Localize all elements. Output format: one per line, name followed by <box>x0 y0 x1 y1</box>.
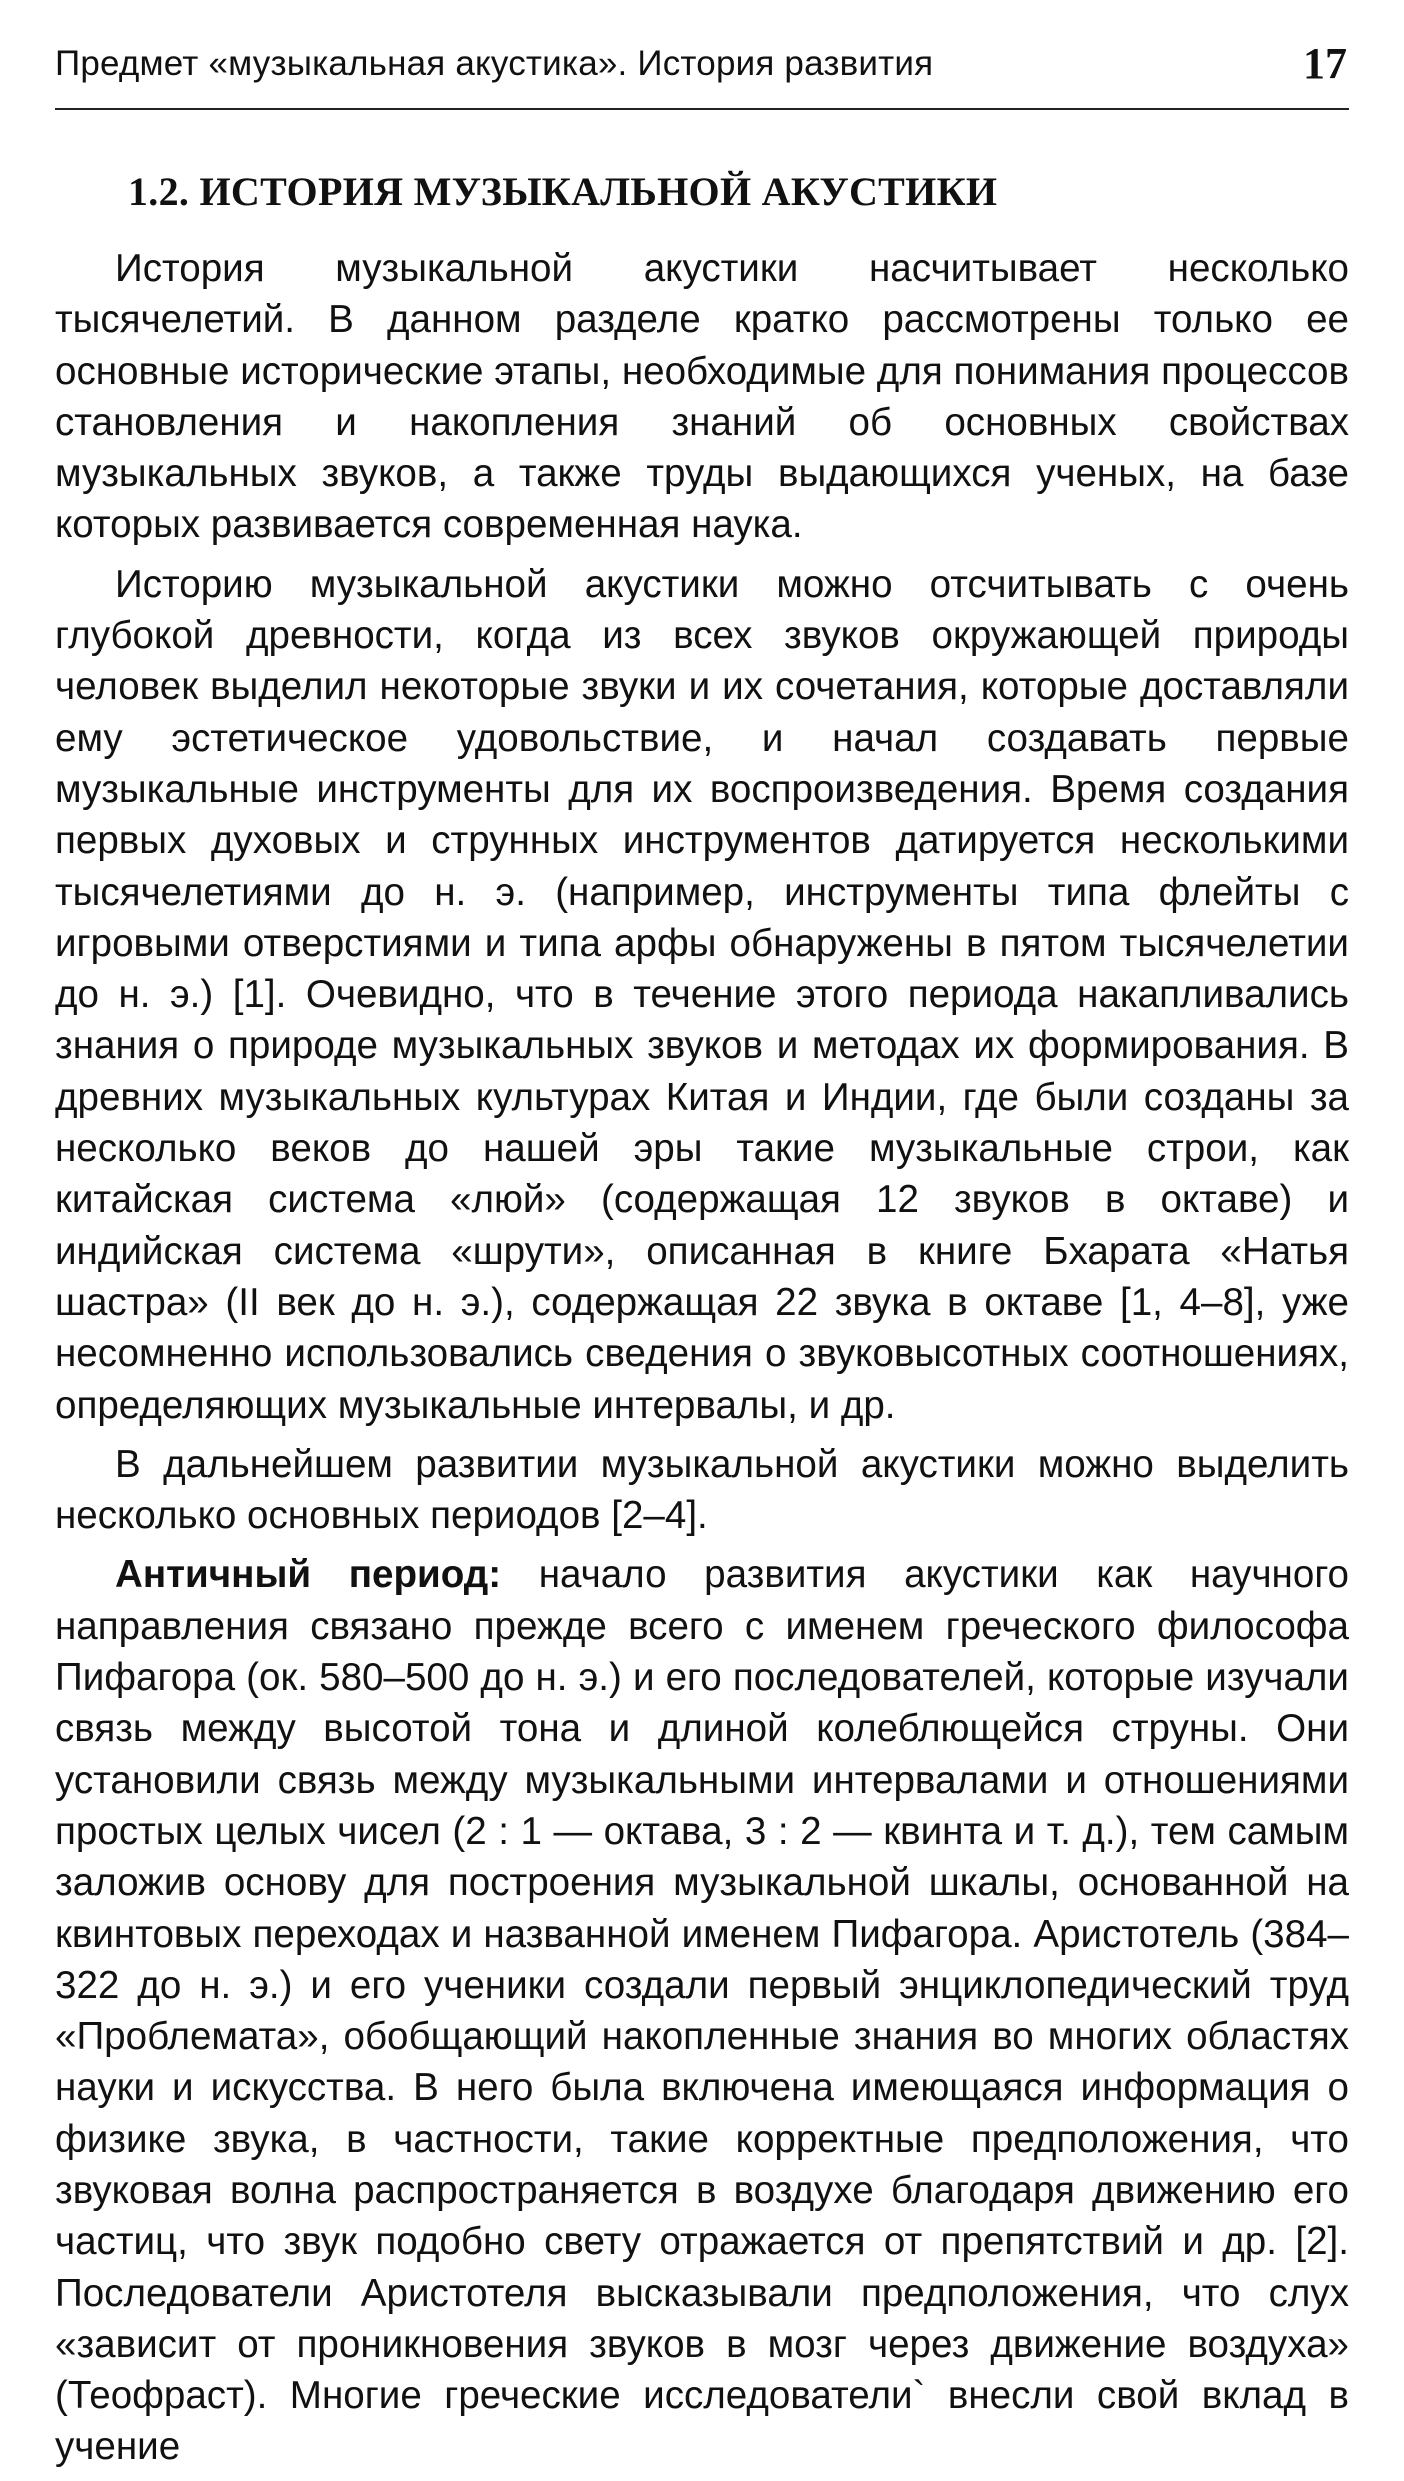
body-text <box>55 243 1349 2481</box>
page-number: 17 <box>1303 39 1347 88</box>
running-title: Предмет «музыкальная акустика». История развития <box>55 44 934 83</box>
antique-period-lead: Античный период: <box>115 1553 502 1597</box>
running-header <box>55 38 1349 98</box>
paragraph-periods: В дальнейшем развитии музыкальной акустики можно выделить несколько основных периодов [2–4]. <box>55 1442 1349 1538</box>
section-title: 1.2. ИСТОРИЯ МУЗЫКАЛЬНОЙ АКУСТИКИ <box>128 169 998 214</box>
paragraph-intro: История музыкальной акустики насчитывает несколько тысячелетий. В данном разделе кратко рассмотрены только ее основные исторические этапы, необходимые для понимания процессов становления и накопления знаний об основных свойствах музыкальных звуков, а также труды выдающихся ученых, на базе которых развивается современная наука. <box>55 247 1349 547</box>
header-rule <box>55 108 1349 110</box>
antique-period-text: начало развития акустики как научного направления связано прежде всего с именем греческого философа Пифагора (ок. 580–500 до н. э.) и его последователей, которые изучали связь между высотой тона и длиной колеблющейся струны. Они установили связь между музыкальными интервалами и отношениями простых целых чисел (2 : 1 — октава, 3 : 2 — квинта и т. д.), тем самым заложив основу для построения музыкальной шкалы, основанной на квинтовых переходах и названной именем Пифагора. Аристотель (384–322 до н. э.) и его ученики создали первый энциклопедический труд «Проблемата», обобщающий накопленные знания во многих областях науки и искусства. В него была включена имеющаяся информация о физике звука, в частности, такие корректные предположения, что звуковая волна распространяется в воздухе благодаря движению его частиц, что звук подобно свету отражается от препятствий и др. [2]. Последователи Аристотеля высказывали предположения, что слух «зависит от проникновения звуков в мозг через движение воздуха» (Теофраст). Многие греческие исследователи` внесли свой вклад в учение <box>55 1553 1349 2469</box>
paragraph-ancient-history: Историю музыкальной акустики можно отсчитывать с очень глубокой древности, когда из всех звуков окружающей природы человек выделил некоторые звуки и их сочетания, которые доставляли ему эстетическое удовольствие, и начал создавать первые музыкальные инструменты для их воспроизведения. Время создания первых духовых и струнных инструментов датируется несколькими тысячелетиями до н. э. (например, инструменты типа флейты с игровыми отверстиями и типа арфы обнаружены в пятом тысячелетии до н. э.) [1]. Очевидно, что в течение этого периода накапливались знания о природе музыкальных звуков и методах их формирования. В древних музыкальных культурах Китая и Индии, где были созданы за несколько веков до нашей эры такие музыкальные строи, как китайская система «люй» (содержащая 12 звуков в октаве) и индийская система «шрути», описанная в книге Бхарата «Натья шастра» (II век до н. э.), содержащая 22 звука в октаве [1, 4–8], уже несомненно использовались сведения о звуковысотных соотношениях, определяющих музыкальные интервалы, и др. <box>55 562 1349 1427</box>
paragraph-antique-period <box>55 1549 1349 2472</box>
